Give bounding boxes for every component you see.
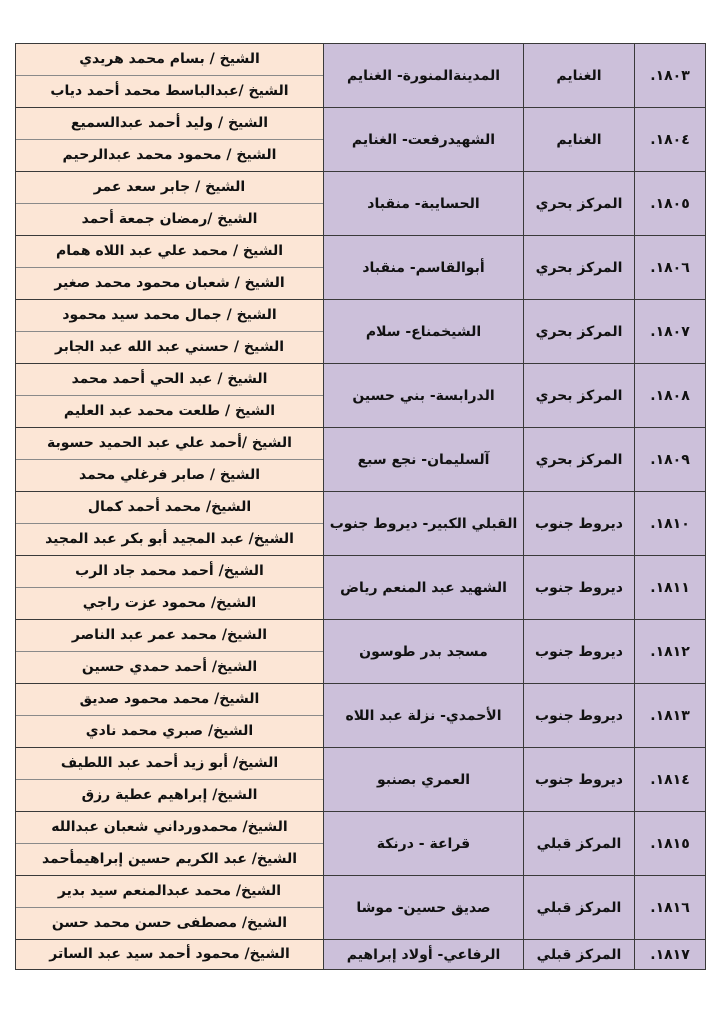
table-row — [16, 684, 706, 748]
imam-name: الشيخ /رمضان جمعة أحمد — [81, 211, 258, 227]
mosque-cell: الدرابسة- بني حسين — [324, 364, 524, 428]
mosque-cell: القبلي الكبير- ديروط جنوب — [324, 492, 524, 556]
imam-name: الشيخ/ محمد أحمد كمال — [16, 492, 323, 524]
imam-name: الشيخ/ عبد المجيد أبو بكر عبد المجيد — [45, 531, 294, 547]
mosque-cell: الشهيدرفعت- الغنايم — [324, 108, 524, 172]
imam-name: الشيخ /عبدالباسط محمد أحمد دياب — [50, 83, 289, 99]
mosque-cell: الرفاعي- أولاد إبراهيم — [324, 940, 524, 970]
names-cell — [16, 812, 324, 876]
imam-name: الشيخ / بسام محمد هريدي — [16, 44, 323, 76]
area-cell: الغنايم — [524, 44, 635, 108]
imam-name: الشيخ/ أحمد حمدي حسين — [81, 659, 258, 675]
row-number: ١٨١١. — [635, 556, 706, 620]
imam-name: الشيخ / محمد علي عبد اللاه همام — [16, 236, 323, 268]
row-number: ١٨٠٩. — [635, 428, 706, 492]
imam-name: الشيخ /أحمد علي عبد الحميد حسوبة — [16, 428, 323, 460]
row-number: ١٨١٧. — [635, 940, 706, 970]
names-cell — [16, 684, 324, 748]
area-cell: المركز قبلي — [524, 940, 635, 970]
table-row — [16, 300, 706, 364]
mosque-cell: الأحمدي- نزلة عبد اللاه — [324, 684, 524, 748]
imam-name: الشيخ / حسني عبد الله عبد الجابر — [54, 339, 285, 355]
row-number: ١٨٠٥. — [635, 172, 706, 236]
names-cell — [16, 44, 324, 108]
imams-table — [15, 43, 706, 970]
names-cell — [16, 620, 324, 684]
mosque-cell: المدينةالمنورة- الغنايم — [324, 44, 524, 108]
names-cell — [16, 108, 324, 172]
mosque-cell: صديق حسين- موشا — [324, 876, 524, 940]
names-cell — [16, 492, 324, 556]
mosque-cell: قراعة - درنكة — [324, 812, 524, 876]
row-number: ١٨١٥. — [635, 812, 706, 876]
area-cell: ديروط جنوب — [524, 620, 635, 684]
names-cell — [16, 556, 324, 620]
imam-name: الشيخ/ محمد محمود صديق — [16, 684, 323, 716]
area-cell: المركز بحري — [524, 428, 635, 492]
imam-name: الشيخ/ عبد الكريم حسين إبراهيمأحمد — [41, 851, 298, 867]
imam-name: الشيخ/ أبو زيد أحمد عبد اللطيف — [16, 748, 323, 780]
mosque-cell: الحسايبة- منقباد — [324, 172, 524, 236]
area-cell: الغنايم — [524, 108, 635, 172]
row-number: ١٨٠٧. — [635, 300, 706, 364]
names-cell — [16, 364, 324, 428]
mosque-cell: الشهيد عبد المنعم رياض — [324, 556, 524, 620]
row-number: ١٨١٤. — [635, 748, 706, 812]
area-cell: المركز بحري — [524, 172, 635, 236]
row-number: ١٨١٢. — [635, 620, 706, 684]
table-row — [16, 812, 706, 876]
names-cell — [16, 748, 324, 812]
table-row — [16, 940, 706, 970]
row-number: ١٨٠٨. — [635, 364, 706, 428]
imam-name: الشيخ/ محمدورداني شعبان عبدالله — [16, 812, 323, 844]
area-cell: المركز بحري — [524, 364, 635, 428]
imam-name: الشيخ/ محمود عزت راجي — [82, 595, 257, 611]
mosque-cell: آلسليمان- نجع سبع — [324, 428, 524, 492]
imam-name: الشيخ / صابر فرغلي محمد — [78, 467, 260, 483]
table-row — [16, 44, 706, 108]
row-number: ١٨٠٦. — [635, 236, 706, 300]
area-cell: المركز بحري — [524, 300, 635, 364]
imam-name: الشيخ/ محمود أحمد سيد عبد الساتر — [49, 946, 290, 962]
names-cell — [16, 300, 324, 364]
names-cell — [16, 428, 324, 492]
imam-name: الشيخ / جابر سعد عمر — [16, 172, 323, 204]
table-row — [16, 108, 706, 172]
table-row — [16, 876, 706, 940]
imam-name: الشيخ / وليد أحمد عبدالسميع — [16, 108, 323, 140]
imam-name: الشيخ / طلعت محمد عبد العليم — [63, 403, 276, 419]
mosque-cell: أبوالقاسم- منقباد — [324, 236, 524, 300]
imam-name: الشيخ / عبد الحي أحمد محمد — [16, 364, 323, 396]
table-row — [16, 556, 706, 620]
row-number: ١٨١٠. — [635, 492, 706, 556]
imam-name: الشيخ/ محمد عبدالمنعم سيد بدير — [16, 876, 323, 908]
names-cell — [16, 172, 324, 236]
area-cell: ديروط جنوب — [524, 556, 635, 620]
table-row — [16, 492, 706, 556]
imam-name: الشيخ/ محمد عمر عبد الناصر — [16, 620, 323, 652]
row-number: ١٨١٦. — [635, 876, 706, 940]
table-row — [16, 428, 706, 492]
mosque-cell: الشيخمناع- سلام — [324, 300, 524, 364]
table-row — [16, 748, 706, 812]
area-cell: المركز قبلي — [524, 812, 635, 876]
table-row — [16, 236, 706, 300]
table-row — [16, 172, 706, 236]
area-cell: ديروط جنوب — [524, 748, 635, 812]
area-cell: ديروط جنوب — [524, 684, 635, 748]
names-cell — [16, 876, 324, 940]
names-cell — [16, 236, 324, 300]
table-row — [16, 620, 706, 684]
imam-name: الشيخ / جمال محمد سيد محمود — [16, 300, 323, 332]
imam-name: الشيخ/ أحمد محمد جاد الرب — [16, 556, 323, 588]
names-cell — [16, 940, 324, 970]
imam-name: الشيخ/ صبري محمد نادي — [85, 723, 254, 739]
area-cell: المركز بحري — [524, 236, 635, 300]
table-row — [16, 364, 706, 428]
imam-name: الشيخ / محمود محمد عبدالرحيم — [62, 147, 277, 163]
row-number: ١٨٠٤. — [635, 108, 706, 172]
area-cell: ديروط جنوب — [524, 492, 635, 556]
mosque-cell: العمري بصنبو — [324, 748, 524, 812]
imam-name: الشيخ/ مصطفى حسن محمد حسن — [51, 915, 288, 931]
mosque-cell: مسجد بدر طوسون — [324, 620, 524, 684]
row-number: ١٨١٣. — [635, 684, 706, 748]
area-cell: المركز قبلي — [524, 876, 635, 940]
imam-name: الشيخ/ إبراهيم عطية رزق — [81, 787, 258, 803]
row-number: ١٨٠٣. — [635, 44, 706, 108]
imam-name: الشيخ / شعبان محمود محمد صغير — [54, 275, 285, 291]
